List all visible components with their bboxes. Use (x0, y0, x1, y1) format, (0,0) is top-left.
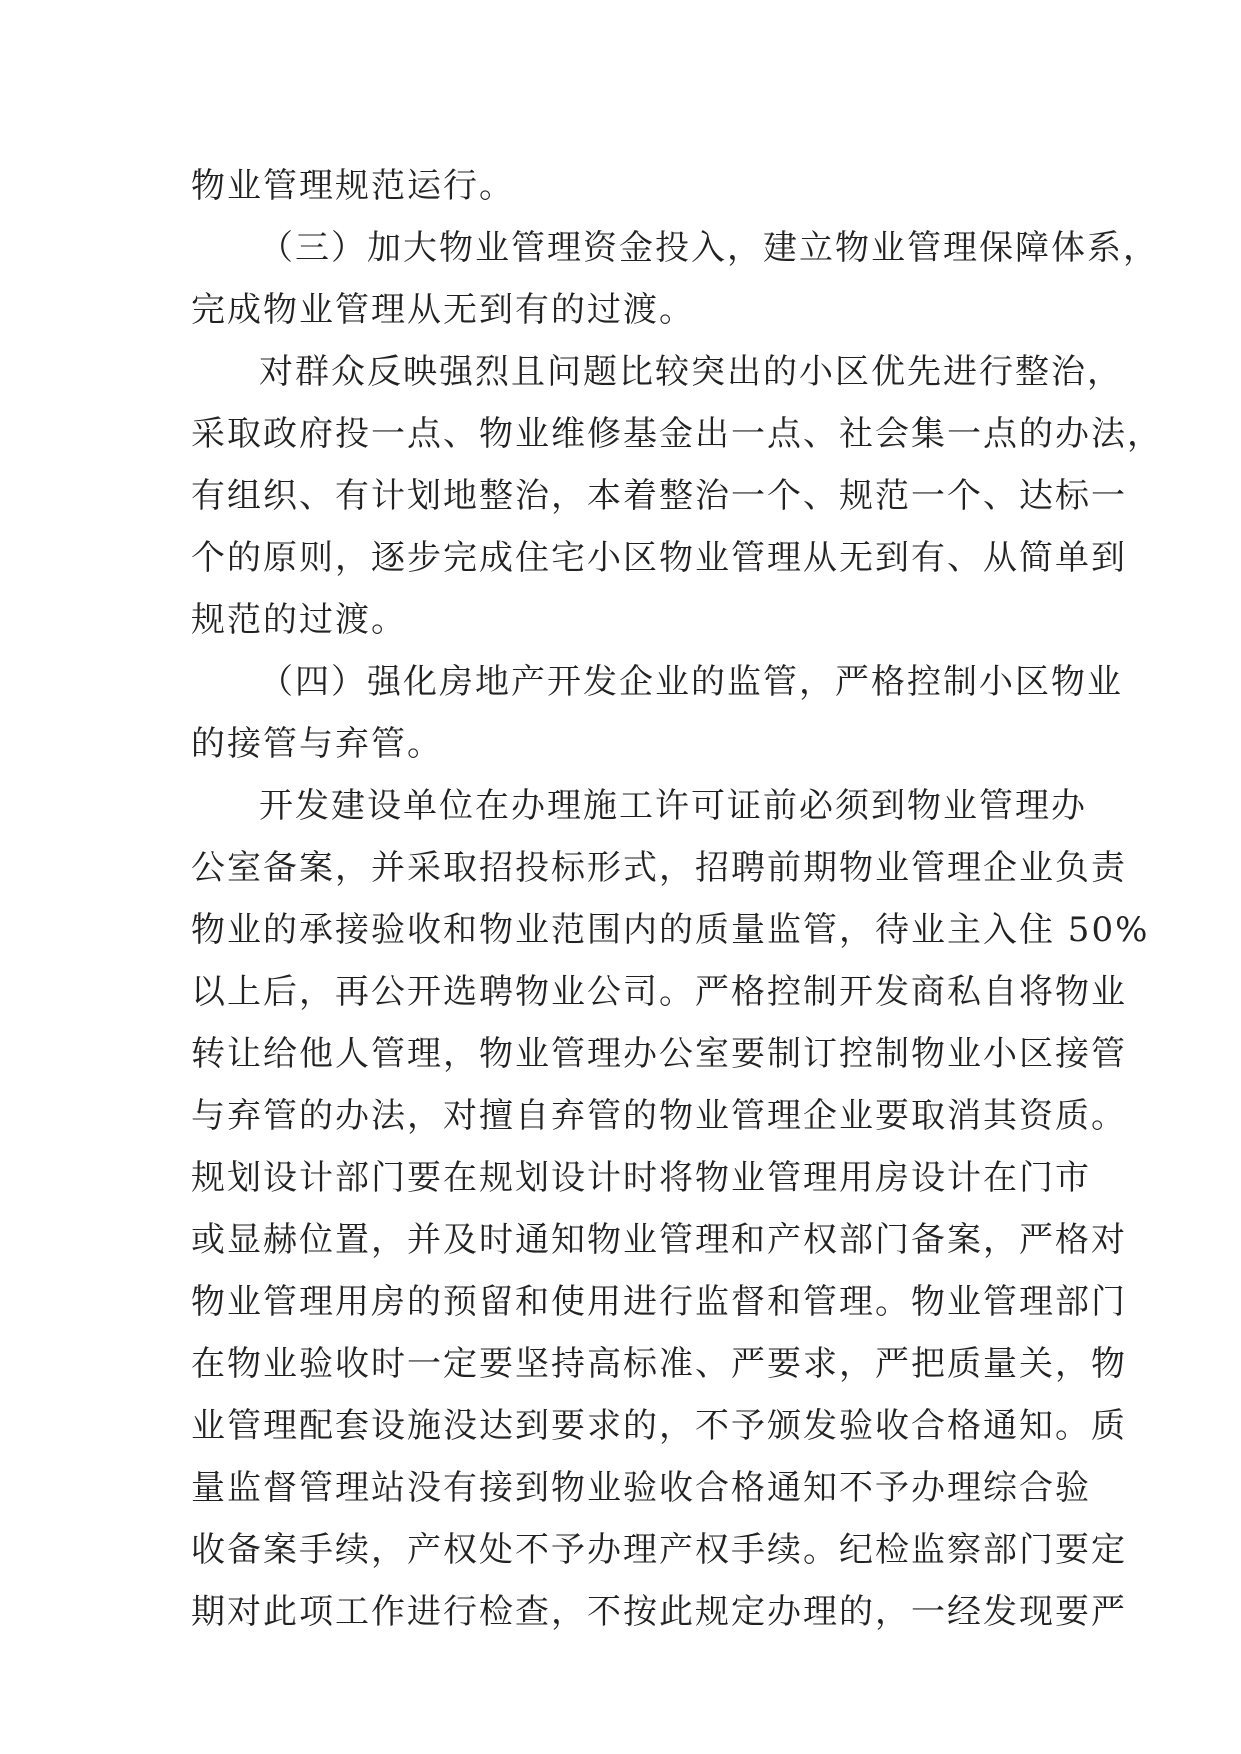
text-line: 对群众反映强烈且问题比较突出的小区优先进行整治， (259, 352, 1123, 392)
text-line: （三）加大物业管理资金投入，建立物业管理保障体系， (259, 228, 1159, 268)
text-line: 物业的承接验收和物业范围内的质量监管，待业主入住 50% (191, 910, 1150, 950)
text-line: 个的原则，逐步完成住宅小区物业管理从无到有、从简单到 (191, 538, 1127, 578)
text-line: 转让给他人管理，物业管理办公室要制订控制物业小区接管 (191, 1034, 1127, 1074)
text-line: 业管理配套设施没达到要求的，不予颁发验收合格通知。质 (191, 1406, 1127, 1446)
text-line: 或显赫位置，并及时通知物业管理和产权部门备案，严格对 (191, 1220, 1127, 1260)
text-line: 完成物业管理从无到有的过渡。 (191, 290, 695, 330)
document-body (191, 155, 1163, 1643)
text-line: 期对此项工作进行检查，不按此规定办理的，一经发现要严 (191, 1592, 1127, 1632)
text-line: 规划设计部门要在规划设计时将物业管理用房设计在门市 (191, 1158, 1091, 1198)
text-line: 公室备案，并采取招投标形式，招聘前期物业管理企业负责 (191, 848, 1127, 888)
text-line: （四）强化房地产开发企业的监管，严格控制小区物业 (259, 662, 1123, 702)
text-line: 与弃管的办法，对擅自弃管的物业管理企业要取消其资质。 (191, 1096, 1127, 1136)
text-line: 的接管与弃管。 (191, 724, 443, 764)
text-line: 物业管理规范运行。 (191, 166, 515, 206)
text-line: 规范的过渡。 (191, 600, 407, 640)
text-line: 有组织、有计划地整治，本着整治一个、规范一个、达标一 (191, 476, 1127, 516)
text-line: 采取政府投一点、物业维修基金出一点、社会集一点的办法， (191, 414, 1163, 454)
text-line: 量监督管理站没有接到物业验收合格通知不予办理综合验 (191, 1468, 1091, 1508)
text-line: 在物业验收时一定要坚持高标准、严要求，严把质量关，物 (191, 1344, 1127, 1384)
text-line: 开发建设单位在办理施工许可证前必须到物业管理办 (259, 786, 1087, 826)
text-line: 以上后，再公开选聘物业公司。严格控制开发商私自将物业 (191, 972, 1127, 1012)
text-line: 物业管理用房的预留和使用进行监督和管理。物业管理部门 (191, 1282, 1127, 1322)
text-line: 收备案手续，产权处不予办理产权手续。纪检监察部门要定 (191, 1530, 1127, 1570)
